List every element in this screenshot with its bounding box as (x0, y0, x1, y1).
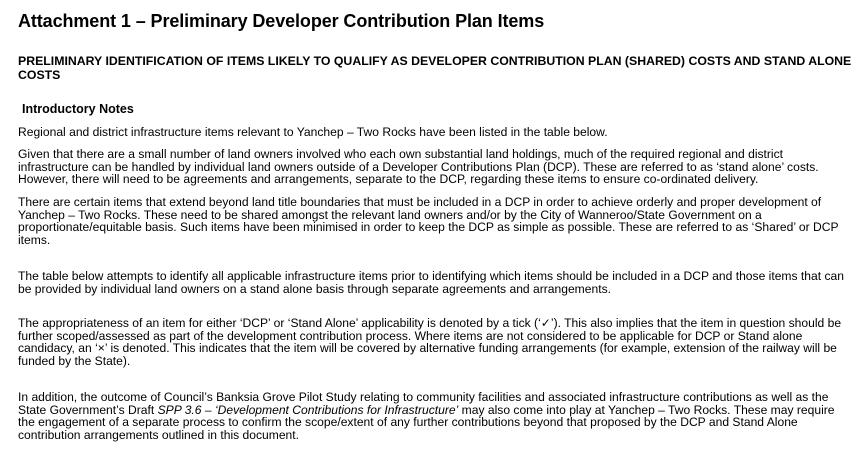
policy-reference: SPP 3.6 – ‘Development Contributions for Infrastructure’ (157, 402, 459, 417)
introductory-notes-heading: Introductory Notes (22, 102, 134, 116)
paragraph-stand-alone-costs: Given that there are a small number of land owners involved who each own substantial land holdings, much of the required regional and district infrastructure can be handled by individual land owners outside of a Developer Contributions Plan (DCP). These are referred to as ‘stand alone’ costs. However, there will need to be agreements and arrangements, separate to the DCP, regarding these items to ensure co-ordinated delivery. (18, 147, 819, 187)
paragraph-pilot-study-text-end: may also come into play at Yanchep – Two Rocks. These may require the engagement of a separate process to confirm the scope/extent of any further contributions beyond that proposed by the DCP and Stand Alone contribution arrangements outlined in this document. (18, 402, 835, 442)
paragraph-shared-items: There are certain items that extend beyond land title boundaries that must be included in a DCP in order to achieve orderly and proper development of Yanchep – Two Rocks. These need to be shared amongst the relevant land owners and/or by the City of Wanneroo/State Government on a proportionate/equitable basis. Such items have been minimised in order to keep the DCP as simple as possible. These are referred to as ‘Shared’ or DCP items. (18, 195, 839, 247)
document-title: Attachment 1 – Preliminary Developer Contribution Plan Items (18, 11, 545, 31)
section-heading: PRELIMINARY IDENTIFICATION OF ITEMS LIKELY TO QUALIFY AS DEVELOPER CONTRIBUTION PLAN (SHARED) COSTS AND STAND ALONE COSTS (18, 54, 852, 82)
paragraph-tick-cross-notation: The appropriateness of an item for either ‘DCP’ or ‘Stand Alone’ applicability is denoted by a tick (‘✓’). This also implies that the item in question should be further scoped/assessed as part of the development contribution process. Where items are not considered to be applicable for DCP or Stand alone candidacy, an ‘×’ is denoted. This indicates that the item will be covered by alternative funding arrangements (for example, extension of the railway will be funded by the State). (18, 316, 842, 368)
paragraph-table-purpose: The table below attempts to identify all applicable infrastructure items prior to identifying which items should be included in a DCP and those items that can be provided by individual land owners on a stand alone basis through separate agreements and arrangements. (18, 269, 844, 296)
paragraph-pilot-study-text-start: In addition, the outcome of Council’s Banksia Grove Pilot Study relating to community facilities and associated infrastructure contributions as well as the State Government’s Draft (18, 390, 829, 417)
paragraph-regional-items: Regional and district infrastructure items relevant to Yanchep – Two Rocks have been listed in the table below. (18, 125, 608, 139)
paragraph-pilot-study (18, 391, 853, 441)
